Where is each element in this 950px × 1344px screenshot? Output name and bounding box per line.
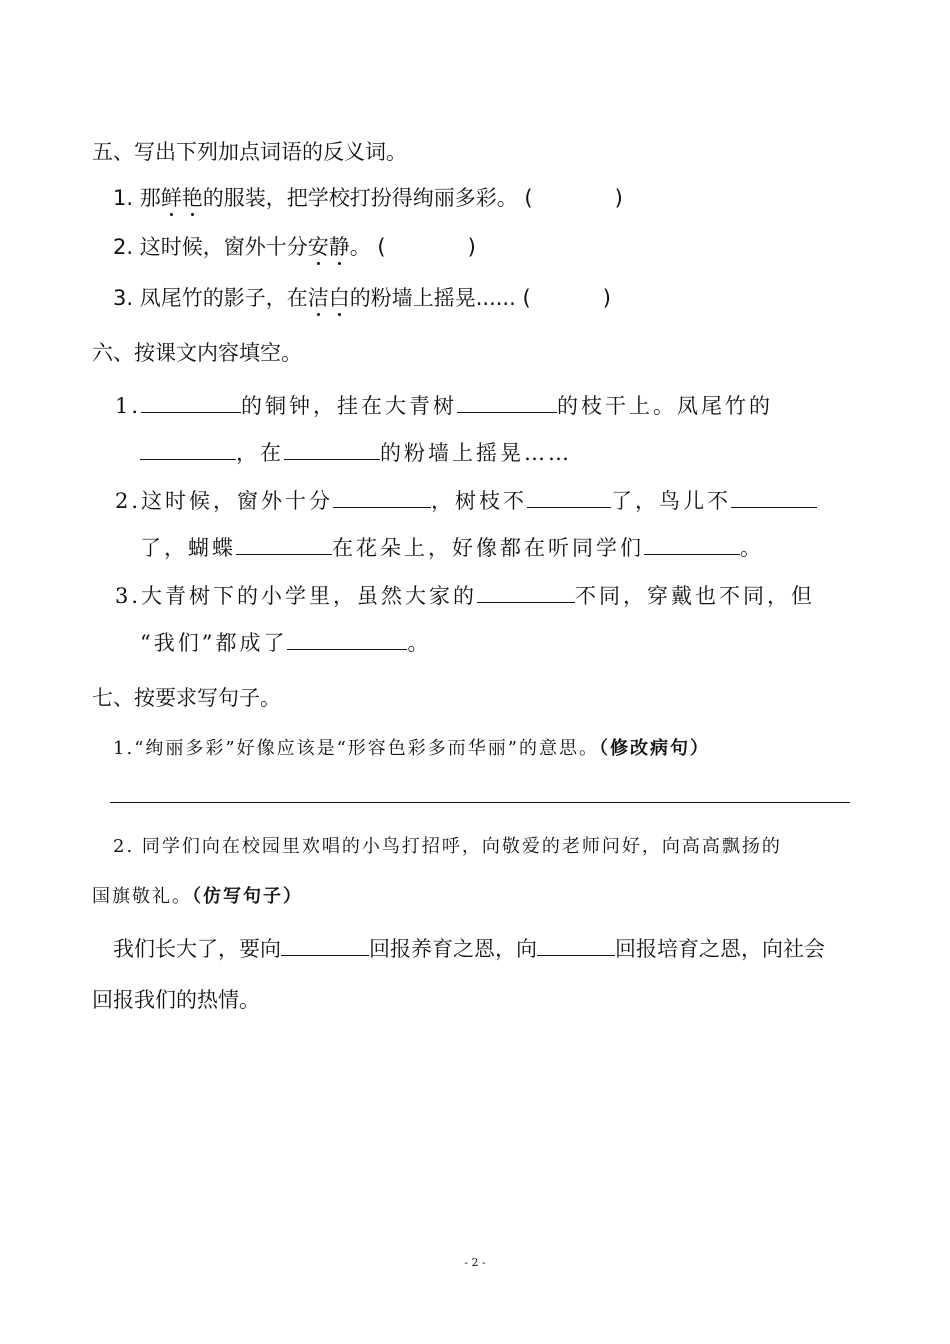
section6-q3-line1: 3.大青树下的小学里，虽然大家的 不同，穿戴也不同，但 bbox=[115, 584, 816, 608]
blank-field[interactable] bbox=[141, 392, 241, 413]
dotted-word: 安 bbox=[307, 235, 329, 259]
section7-q2-line2: 国旗敬礼。（仿写句子） bbox=[92, 886, 303, 907]
dotted-word: 静 bbox=[328, 235, 350, 259]
answer-paren[interactable]: ( ) bbox=[522, 286, 611, 310]
blank-field[interactable] bbox=[644, 534, 740, 555]
blank-field[interactable] bbox=[140, 439, 236, 460]
dotted-word: 艳 bbox=[181, 186, 203, 210]
blank-field[interactable] bbox=[284, 439, 380, 460]
blank-field[interactable] bbox=[281, 935, 369, 956]
answer-paren[interactable]: ( ) bbox=[524, 186, 623, 210]
section6-q2-line2: 了，蝴蝶 在花朵上，好像都在听同学们 。 bbox=[140, 536, 764, 560]
answer-paren[interactable]: ( ) bbox=[377, 235, 476, 259]
section7-title: 七、按要求写句子。 bbox=[92, 686, 281, 710]
blank-field[interactable] bbox=[731, 487, 817, 508]
dotted-word: 鲜 bbox=[160, 186, 182, 210]
blank-field[interactable] bbox=[236, 534, 332, 555]
blank-field[interactable] bbox=[457, 392, 557, 413]
section7-fill-line1: 我们长大了，要向 回报养育之恩，向 回报培育之恩，向社会 bbox=[113, 937, 825, 961]
section6-title: 六、按课文内容填空。 bbox=[92, 341, 302, 365]
blank-field[interactable] bbox=[333, 487, 431, 508]
blank-field[interactable] bbox=[477, 582, 575, 603]
section6-q3-line2: “我们”都成了 。 bbox=[140, 631, 432, 655]
section6-q1-line2: ，在 的粉墙上摇晃…… bbox=[140, 437, 572, 467]
section5-q1: 1. 那鲜艳的服装，把学校打扮得绚丽多彩。 ( ) bbox=[113, 186, 623, 210]
blank-field[interactable] bbox=[527, 487, 611, 508]
section5-q2: 2. 这时候，窗外十分安静。 ( ) bbox=[113, 235, 476, 259]
blank-field[interactable] bbox=[287, 629, 407, 650]
dotted-word: 洁 bbox=[307, 286, 329, 310]
page-number: - 2 - bbox=[464, 1256, 486, 1269]
blank-field[interactable] bbox=[537, 935, 615, 956]
section7-q1: 1.“绚丽多彩”好像应该是“形容色彩多而华丽”的意思。（修改病句） bbox=[113, 738, 710, 759]
section7-q2-line1: 2. 同学们向在校园里欢唱的小鸟打招呼，向敬爱的老师问好，向高高飘扬的 bbox=[113, 836, 782, 857]
section5-q3: 3. 凤尾竹的影子，在洁白的粉墙上摇晃...... ( ) bbox=[113, 286, 611, 310]
answer-line[interactable] bbox=[110, 802, 850, 803]
dotted-word: 白 bbox=[328, 286, 350, 310]
section5-title: 五、写出下列加点词语的反义词。 bbox=[92, 140, 407, 164]
section6-q1-line1: 1. 的铜钟，挂在大青树 的枝干上。凤尾竹的 bbox=[115, 394, 774, 418]
section7-fill-line2: 回报我们的热情。 bbox=[92, 988, 260, 1012]
section6-q2-line1: 2.这时候，窗外十分 ，树枝不 了，鸟儿不 bbox=[115, 485, 817, 515]
